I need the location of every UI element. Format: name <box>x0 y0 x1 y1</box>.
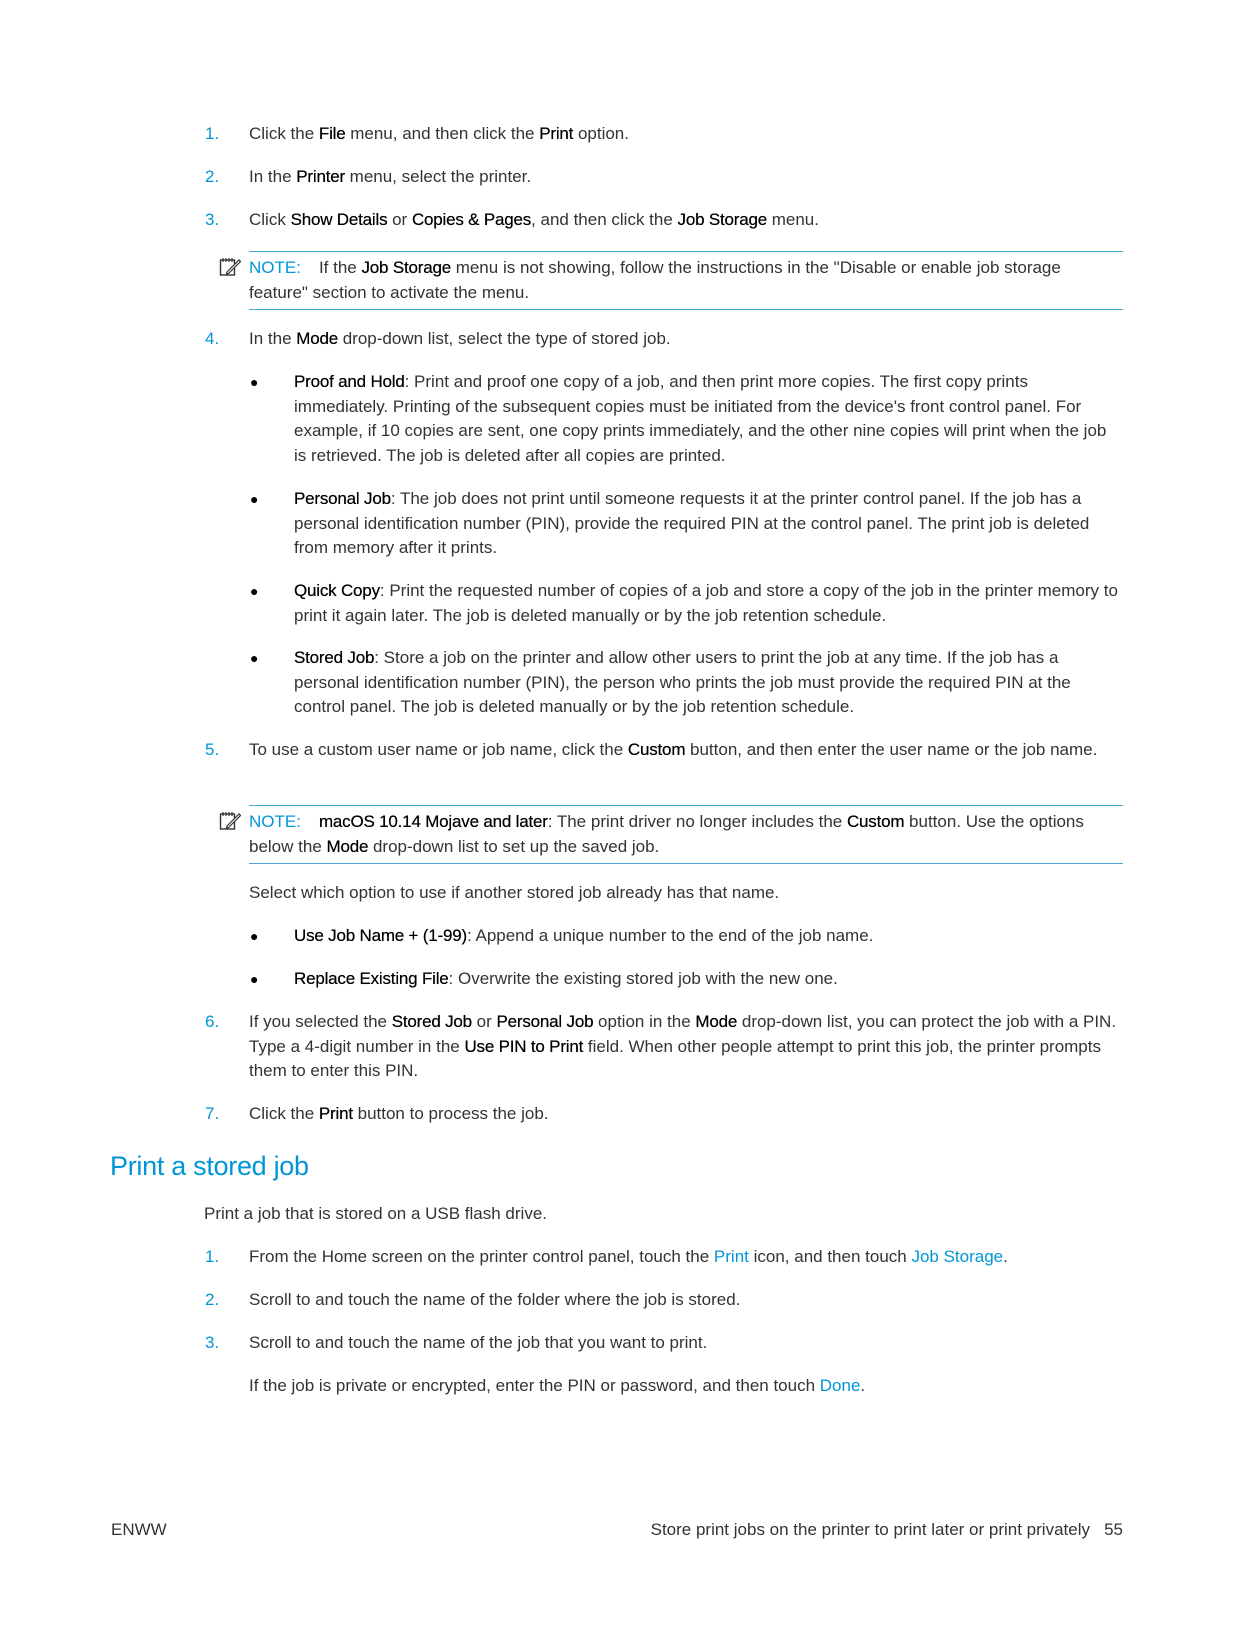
section-heading: Print a stored job <box>110 1151 309 1181</box>
note-label: NOTE: <box>249 258 301 277</box>
mode-text: Stored Job: Store a job on the printer and allow other users to print the job at any time. If the job has a personal identification number (PIN), the person who prints the job must provide the required PIN at the control panel. The job is deleted manually or by the job retention schedule. <box>294 648 1071 717</box>
step-number: 2. <box>205 1290 220 1309</box>
ui-term: Quick Copy <box>294 581 380 600</box>
ui-term: Custom <box>627 740 686 759</box>
ui-term: Print <box>539 124 574 143</box>
ui-link[interactable]: Job Storage <box>911 1247 1004 1266</box>
step-text: Scroll to and touch the name of the folder where the job is stored. <box>249 1290 741 1309</box>
mode-text: Proof and Hold: Print and proof one copy of a job, and then print more copies. The first copy prints immediately. Printing of the subsequent copies must be initiated from the device's front control panel. For example, if 10 copies are sent, one copy prints immediately, and the other nine copies will print when the job is retrieved. The job is deleted after all copies are printed. <box>294 372 1107 466</box>
step-text: Click the File menu, and then click the Print option. <box>249 124 629 143</box>
ui-term: Personal Job <box>496 1012 594 1031</box>
select-option-text: Select which option to use if another stored job already has that name. <box>249 883 780 902</box>
ui-term: Use Job Name + (1-99) <box>294 926 467 945</box>
stored-followup: If the job is private or encrypted, enter the PIN or password, and then touch Done. <box>249 1376 866 1395</box>
bullet-icon: ● <box>250 928 259 944</box>
note-pencil-icon <box>219 811 241 831</box>
ui-term: Print <box>318 1104 353 1123</box>
step-number: 4. <box>205 329 220 348</box>
option-text: Replace Existing File: Overwrite the existing stored job with the new one. <box>294 969 838 988</box>
ui-term: File <box>318 124 346 143</box>
ui-term: Job Storage <box>361 258 451 277</box>
step-text: Scroll to and touch the name of the job that you want to print. <box>249 1333 708 1352</box>
step-number: 6. <box>205 1012 220 1031</box>
ui-term: Replace Existing File <box>294 969 449 988</box>
ui-term: Show Details <box>290 210 388 229</box>
ui-link[interactable]: Done <box>819 1376 861 1395</box>
ui-term: Proof and Hold <box>294 372 405 391</box>
ui-term: Custom <box>846 812 905 831</box>
step-text: From the Home screen on the printer control panel, touch the Print icon, and then touch Job Storage. <box>249 1247 1008 1266</box>
footer-title: Store print jobs on the printer to print later or print privately <box>650 1520 1090 1539</box>
step-text: In the Printer menu, select the printer. <box>249 167 532 186</box>
step-number: 2. <box>205 167 220 186</box>
ui-term: Personal Job <box>294 489 391 508</box>
page-number: 55 <box>1104 1520 1123 1539</box>
bullet-icon: ● <box>250 491 259 507</box>
step-number: 3. <box>205 210 220 229</box>
step-number: 1. <box>205 1247 220 1266</box>
note-text: macOS 10.14 Mojave and later: The print driver no longer includes the Custom button. Use the options below the Mode drop-down list to set up the saved job. <box>249 812 1084 856</box>
bullet-icon: ● <box>250 971 259 987</box>
step-text: If you selected the Stored Job or Personal Job option in the Mode drop-down list, you can protect the job with a PIN. Type a 4-digit number in the Use PIN to Print field. When other people attempt to print this job, the printer prompts them to enter this PIN. <box>249 1012 1117 1081</box>
step-text: In the Mode drop-down list, select the type of stored job. <box>249 329 671 348</box>
step-text: To use a custom user name or job name, click the Custom button, and then enter the user name or the job name. <box>249 740 1098 759</box>
ui-term: Stored Job <box>294 648 375 667</box>
ui-term: Mode <box>695 1012 738 1031</box>
ui-term: Printer <box>296 167 345 186</box>
ui-term: macOS 10.14 Mojave and later <box>318 812 548 831</box>
ui-term: Mode <box>296 329 338 348</box>
ui-term: Job Storage <box>677 210 768 229</box>
step-text: Click Show Details or Copies & Pages, and then click the Job Storage menu. <box>249 210 819 229</box>
ui-term: Copies & Pages <box>411 210 532 229</box>
bullet-icon: ● <box>250 374 259 390</box>
ui-link[interactable]: Print <box>713 1247 749 1266</box>
bullet-icon: ● <box>250 583 259 599</box>
note-box <box>249 251 1123 310</box>
step-number: 7. <box>205 1104 220 1123</box>
note-text: If the Job Storage menu is not showing, follow the instructions in the "Disable or enable job storage feature" section to activate the menu. <box>249 258 1061 302</box>
step-text: Click the Print button to process the job. <box>249 1104 549 1123</box>
footer-left: ENWW <box>111 1520 167 1539</box>
ui-term: Stored Job <box>391 1012 472 1031</box>
mode-text: Personal Job: The job does not print until someone requests it at the printer control panel. If the job has a personal identification number (PIN), provide the required PIN at the control panel. The print job is deleted from memory after it prints. <box>294 489 1090 558</box>
step-number: 3. <box>205 1333 220 1352</box>
mode-text: Quick Copy: Print the requested number of copies of a job and store a copy of the job in the printer memory to print it again later. The job is deleted manually or by the job retention schedule. <box>294 581 1118 625</box>
ui-term: Use PIN to Print <box>464 1036 584 1056</box>
bullet-icon: ● <box>250 650 259 666</box>
note-box <box>249 805 1123 864</box>
note-label: NOTE: <box>249 812 301 831</box>
step-number: 1. <box>205 124 220 143</box>
ui-term: Mode <box>326 836 369 856</box>
step-number: 5. <box>205 740 220 759</box>
note-pencil-icon <box>219 257 241 277</box>
section-intro: Print a job that is stored on a USB flash drive. <box>204 1204 548 1223</box>
option-text: Use Job Name + (1-99): Append a unique number to the end of the job name. <box>294 926 874 945</box>
